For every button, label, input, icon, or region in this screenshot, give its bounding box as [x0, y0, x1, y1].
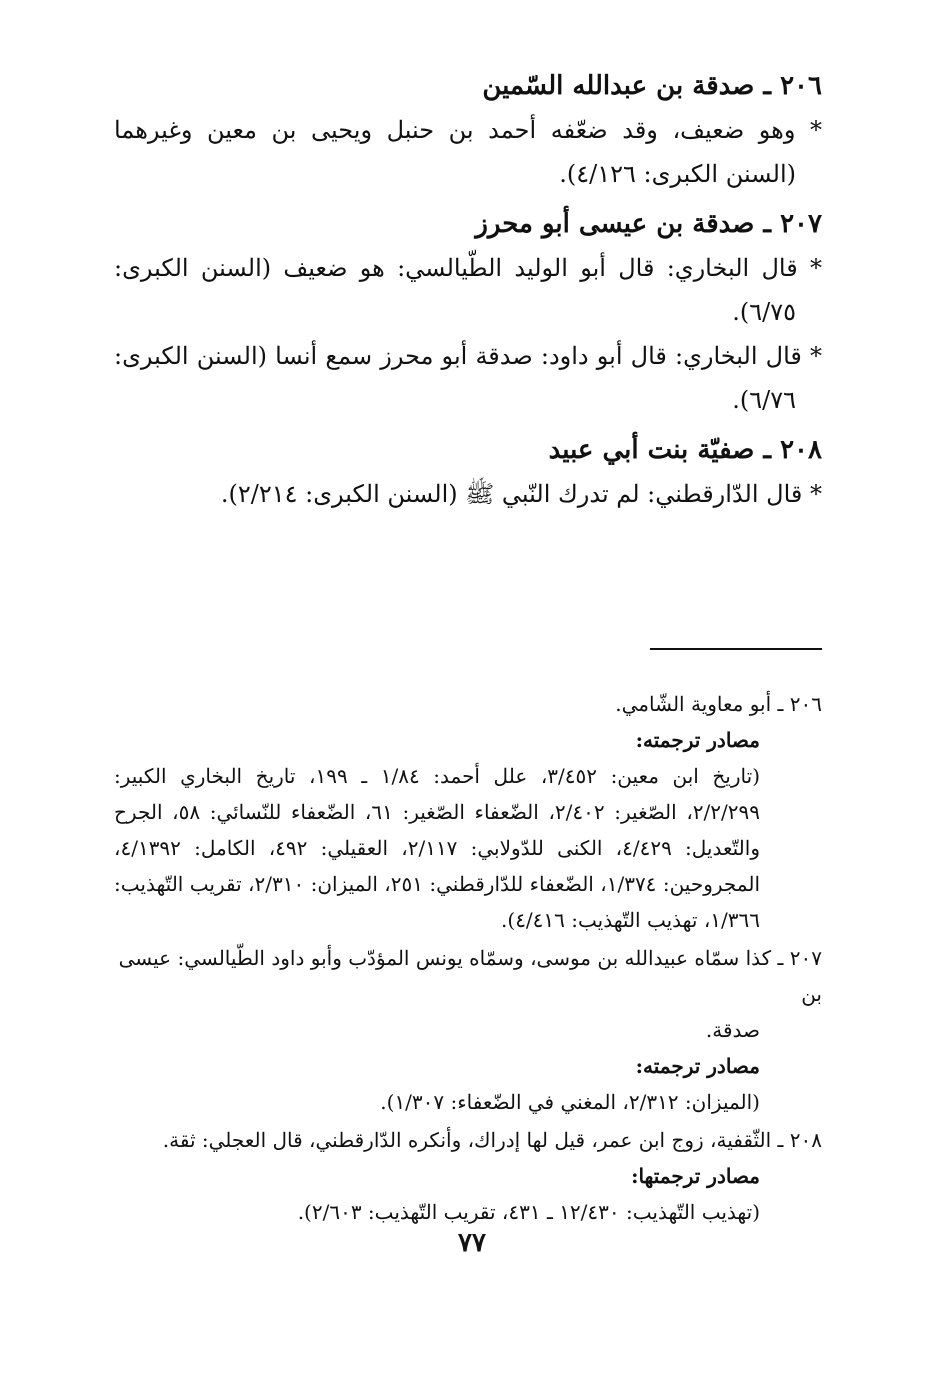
page-number: ٧٧ [458, 1228, 486, 1258]
entry-208 [114, 428, 822, 516]
footnote-sources-label: مصادر ترجمتها: [631, 1164, 760, 1188]
entry-note: * وهو ضعيف، وقد ضعّفه أحمد بن حنبل ويحيى بن معين وغيرهما (السنن الكبرى: ٤/١٢٦). [114, 116, 822, 188]
entry-heading: ٢٠٦ ـ صدقة بن عبدالله السّمين [482, 71, 822, 101]
entry-note: * قال البخاري: قال أبو داود: صدقة أبو محرز سمع أنسا (السنن الكبرى: ٦/٧٦). [114, 342, 822, 414]
footnote-sources: (تهذيب التّهذيب: ١٢/٤٣٠ ـ ٤٣١، تقريب التّهذيب: ٢/٦٠٣). [297, 1200, 760, 1224]
footnote-text: ٢٠٧ ـ كذا سمّاه عبيدالله بن موسى، وسمّاه يونس المؤدّب وأبو داود الطّيالسي: عيسى بن [118, 946, 822, 1006]
footnote-divider [650, 648, 822, 650]
footnote-206 [114, 686, 822, 938]
footnotes [114, 686, 822, 1232]
entry-207 [114, 202, 822, 422]
footnote-208 [114, 1122, 822, 1230]
entry-heading: ٢٠٧ ـ صدقة بن عيسى أبو محرز [475, 209, 822, 239]
footnote-207 [114, 940, 822, 1120]
entry-note: * قال الدّارقطني: لم تدرك النّبي ﷺ (السنن الكبرى: ٢/٢١٤). [220, 480, 822, 508]
footnote-text: ٢٠٦ ـ أبو معاوية الشّامي. [615, 692, 822, 716]
footnote-sources: (الميزان: ٢/٣١٢، المغني في الضّعفاء: ١/٣٠٧). [380, 1090, 760, 1114]
entry-heading: ٢٠٨ ـ صفيّة بنت أبي عبيد [548, 435, 822, 465]
entry-note: * قال البخاري: قال أبو الوليد الطّيالسي: هو ضعيف (السنن الكبرى: ٦/٧٥). [114, 254, 822, 326]
footnote-text-continued: صدقة. [705, 1018, 760, 1042]
footnote-text: ٢٠٨ ـ الثّقفية، زوج ابن عمر، قيل لها إدراك، وأنكره الدّارقطني، قال العجلي: ثقة. [162, 1128, 822, 1152]
footnote-sources-label: مصادر ترجمته: [635, 1054, 760, 1078]
main-text [114, 64, 822, 522]
footnote-sources-label: مصادر ترجمته: [635, 728, 760, 752]
entry-206 [114, 64, 822, 196]
footnote-sources: (تاريخ ابن معين: ٣/٤٥٢، علل أحمد: ١/٨٤ ـ ١٩٩، تاريخ البخاري الكبير: ٢/٢/٢٩٩، الصّغير: ٢/٤٠٢، الضّعفاء الصّغير: ٦١، الضّعفاء للنّسائي: ٥٨، الجرح والتّعديل: ٤/٤٢٩، الكنى للدّولابي: ٢/١١٧، العقيلي: ٤٩٢، الكامل: ٤/١٣٩٢، المجروحين: ١/٣٧٤، الضّعفاء للدّارقطني: ٢٥١، الميزان: ٢/٣١٠، تقريب التّهذيب: ١/٣٦٦، تهذيب التّهذيب: ٤/٤١٦). [114, 764, 761, 932]
